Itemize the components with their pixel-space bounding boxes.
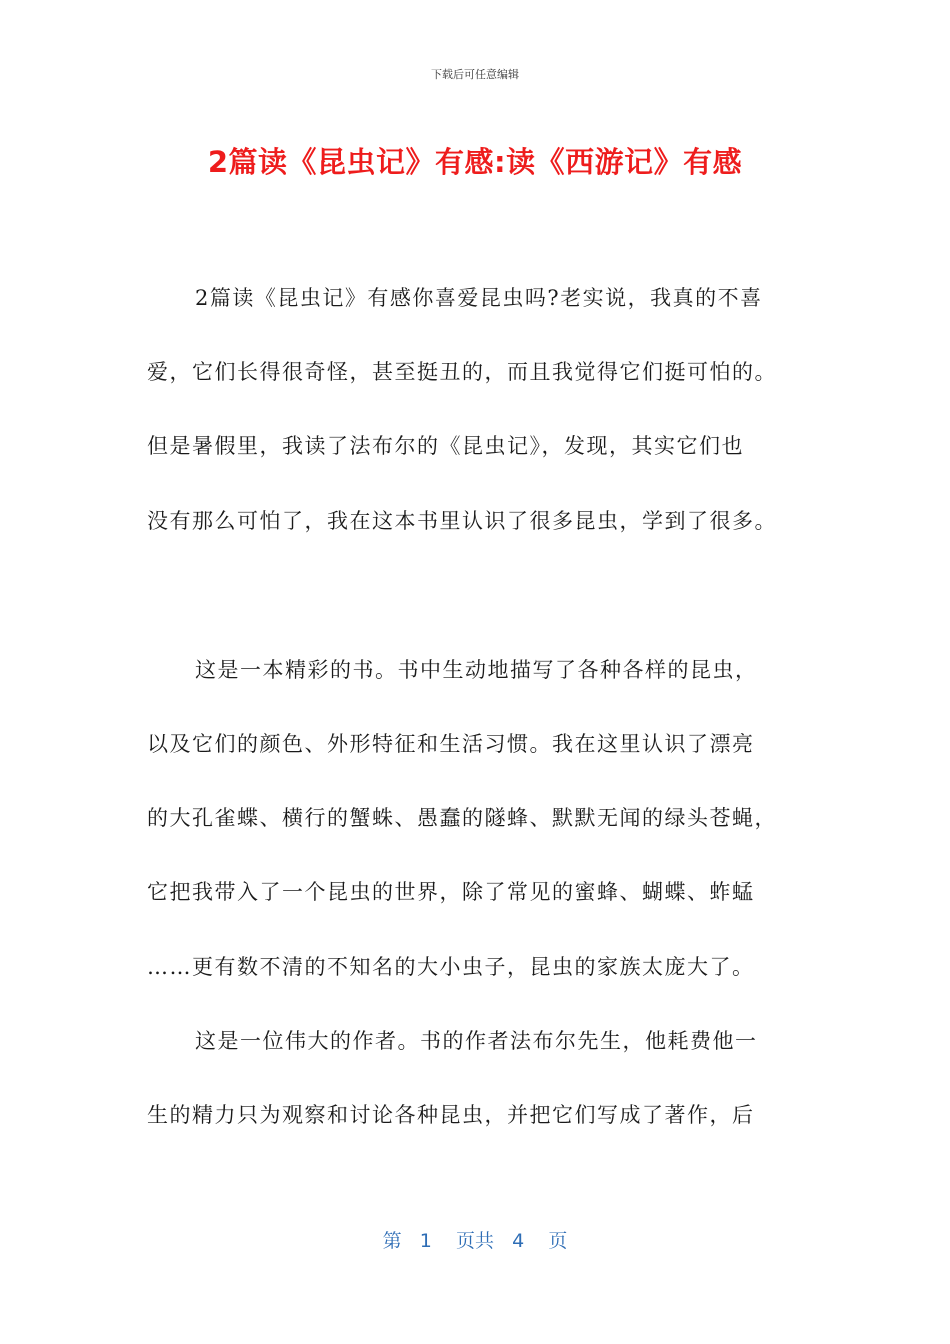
paragraph-2-line-5: ……更有数不清的不知名的大小虫子，昆虫的家族太庞大了。	[147, 955, 755, 979]
paragraph-1-line-3: 但是暑假里，我读了法布尔的《昆虫记》，发现，其实它们也	[147, 434, 744, 458]
paragraph-2-line-3: 的大孔雀蝶、横行的蟹蛛、愚蠢的隧蜂、默默无闻的绿头苍蝇，	[147, 806, 777, 830]
page-header-note: 下载后可任意编辑	[431, 68, 519, 81]
footer-label-total: 页共	[455, 1230, 494, 1252]
paragraph-2-line-2: 以及它们的颜色、外形特征和生活习惯。我在这里认识了漂亮	[147, 732, 755, 756]
paragraph-3-line-2: 生的精力只为观察和讨论各种昆虫，并把它们写成了著作，后	[147, 1103, 755, 1127]
paragraph-3-line-1: 这是一位伟大的作者。书的作者法布尔先生，他耗费他一	[195, 1029, 758, 1053]
document-title: 2篇读《昆虫记》有感:读《西游记》有感	[207, 145, 743, 179]
paragraph-2-line-4: 它把我带入了一个昆虫的世界，除了常见的蜜蜂、蝴蝶、蚱蜢	[147, 880, 755, 904]
paragraph-2-line-1: 这是一本精彩的书。书中生动地描写了各种各样的昆虫，	[195, 658, 758, 682]
footer-label-end: 页	[548, 1230, 568, 1252]
footer-current-page: 1	[419, 1230, 432, 1252]
footer-total-pages: 4	[512, 1230, 525, 1252]
paragraph-1-line-1: 2篇读《昆虫记》有感你喜爱昆虫吗?老实说，我真的不喜	[195, 286, 763, 310]
paragraph-1-line-4: 没有那么可怕了，我在这本书里认识了很多昆虫，学到了很多。	[147, 509, 777, 533]
paragraph-1-line-2: 爱，它们长得很奇怪，甚至挺丑的，而且我觉得它们挺可怕的。	[147, 360, 777, 384]
footer-label-page: 第	[382, 1230, 402, 1252]
page-footer	[0, 1226, 950, 1253]
